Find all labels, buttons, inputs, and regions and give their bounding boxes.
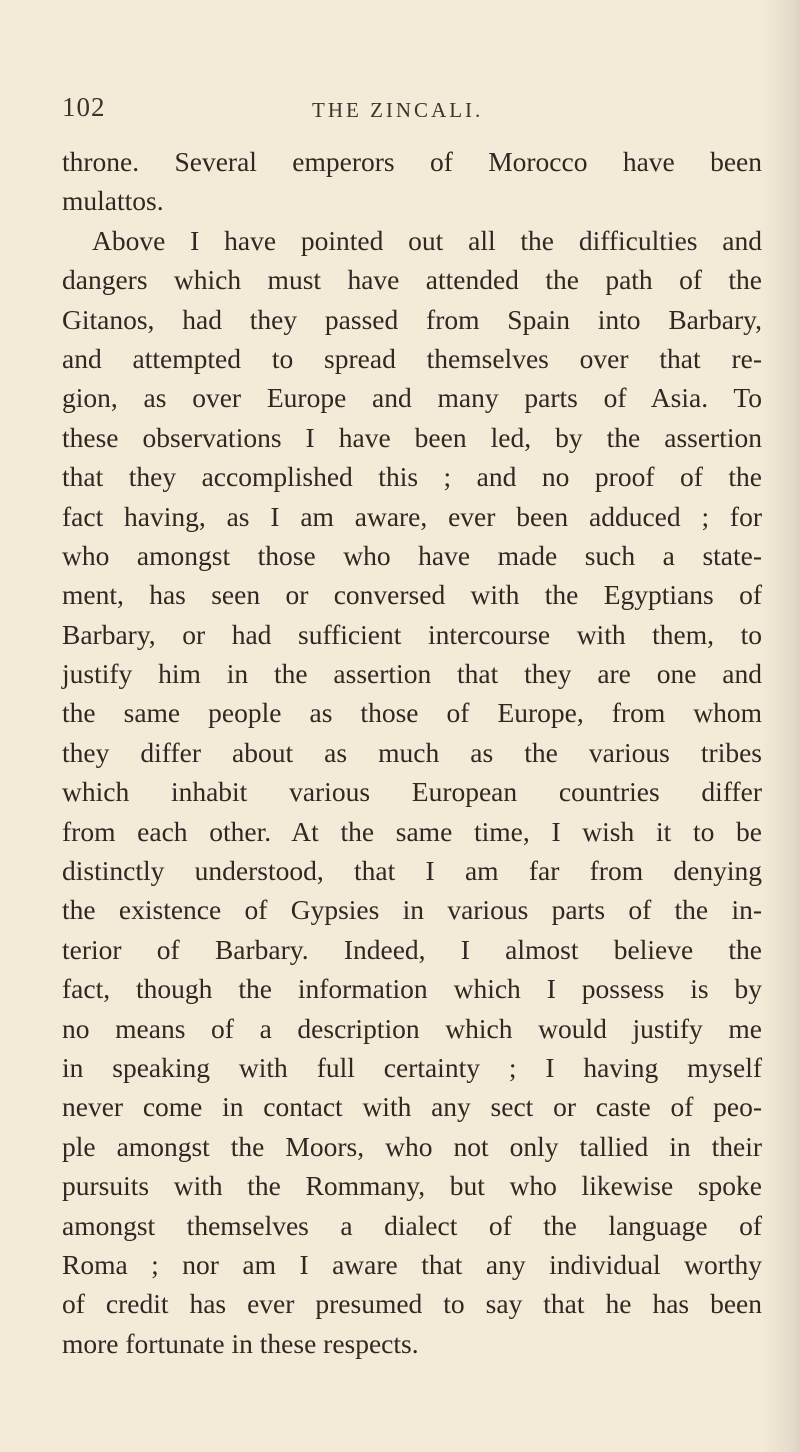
text-line: throne. Several emperors of Morocco have been [62, 146, 762, 177]
text-line: Gitanos, had they passed from Spain into Barbary, [62, 303, 762, 335]
text-line: the existence of Gypsies in various parts of the in- [62, 894, 762, 926]
text-line: Above I have pointed out all the difficulties and [92, 224, 762, 256]
text-line: Roma ; nor am I aware that any individual worthy [62, 1248, 762, 1280]
text-line: these observations I have been led, by the assertion [62, 421, 762, 453]
text-line: pursuits with the Rommany, but who likewise spoke [62, 1170, 762, 1202]
running-head [62, 92, 722, 132]
text-line: from each other. At the same time, I wish it to be [62, 815, 762, 847]
text-line: fact, though the information which I possess is by [62, 973, 762, 1005]
text-line: justify him in the assertion that they are one and [62, 658, 762, 690]
text-line: ment, has seen or conversed with the Egyptians of [62, 579, 762, 611]
text-line: the same people as those of Europe, from whom [62, 697, 762, 729]
body-text [62, 142, 762, 1363]
running-title: THE ZINCALI. [312, 98, 484, 122]
text-line: no means of a description which would justify me [62, 1012, 762, 1044]
text-line: that they accomplished this ; and no proof of the [62, 461, 762, 493]
text-line: ple amongst the Moors, who not only tallied in their [62, 1130, 762, 1162]
text-line: of credit has ever presumed to say that he has been [62, 1288, 762, 1320]
text-line: more fortunate in these respects. [62, 1327, 419, 1359]
text-line: Barbary, or had sufficient intercourse with them, to [62, 618, 762, 650]
text-line: never come in contact with any sect or caste of peo- [62, 1091, 762, 1123]
text-line: they differ about as much as the various tribes [62, 736, 762, 768]
text-line: who amongst those who have made such a state- [62, 539, 762, 571]
text-line: and attempted to spread themselves over that re- [62, 342, 762, 374]
page-number: 102 [62, 92, 106, 122]
text-line: amongst themselves a dialect of the language of [62, 1209, 762, 1241]
text-line: dangers which must have attended the path of the [62, 264, 762, 296]
text-line: which inhabit various European countries differ [62, 776, 762, 808]
text-line: distinctly understood, that I am far from denying [62, 855, 762, 887]
text-line: mulattos. [62, 185, 164, 217]
text-line: in speaking with full certainty ; I having myself [62, 1051, 762, 1083]
text-line: fact having, as I am aware, ever been adduced ; for [62, 500, 762, 532]
text-line: gion, as over Europe and many parts of Asia. To [62, 382, 762, 414]
text-line: terior of Barbary. Indeed, I almost believe the [62, 933, 762, 965]
